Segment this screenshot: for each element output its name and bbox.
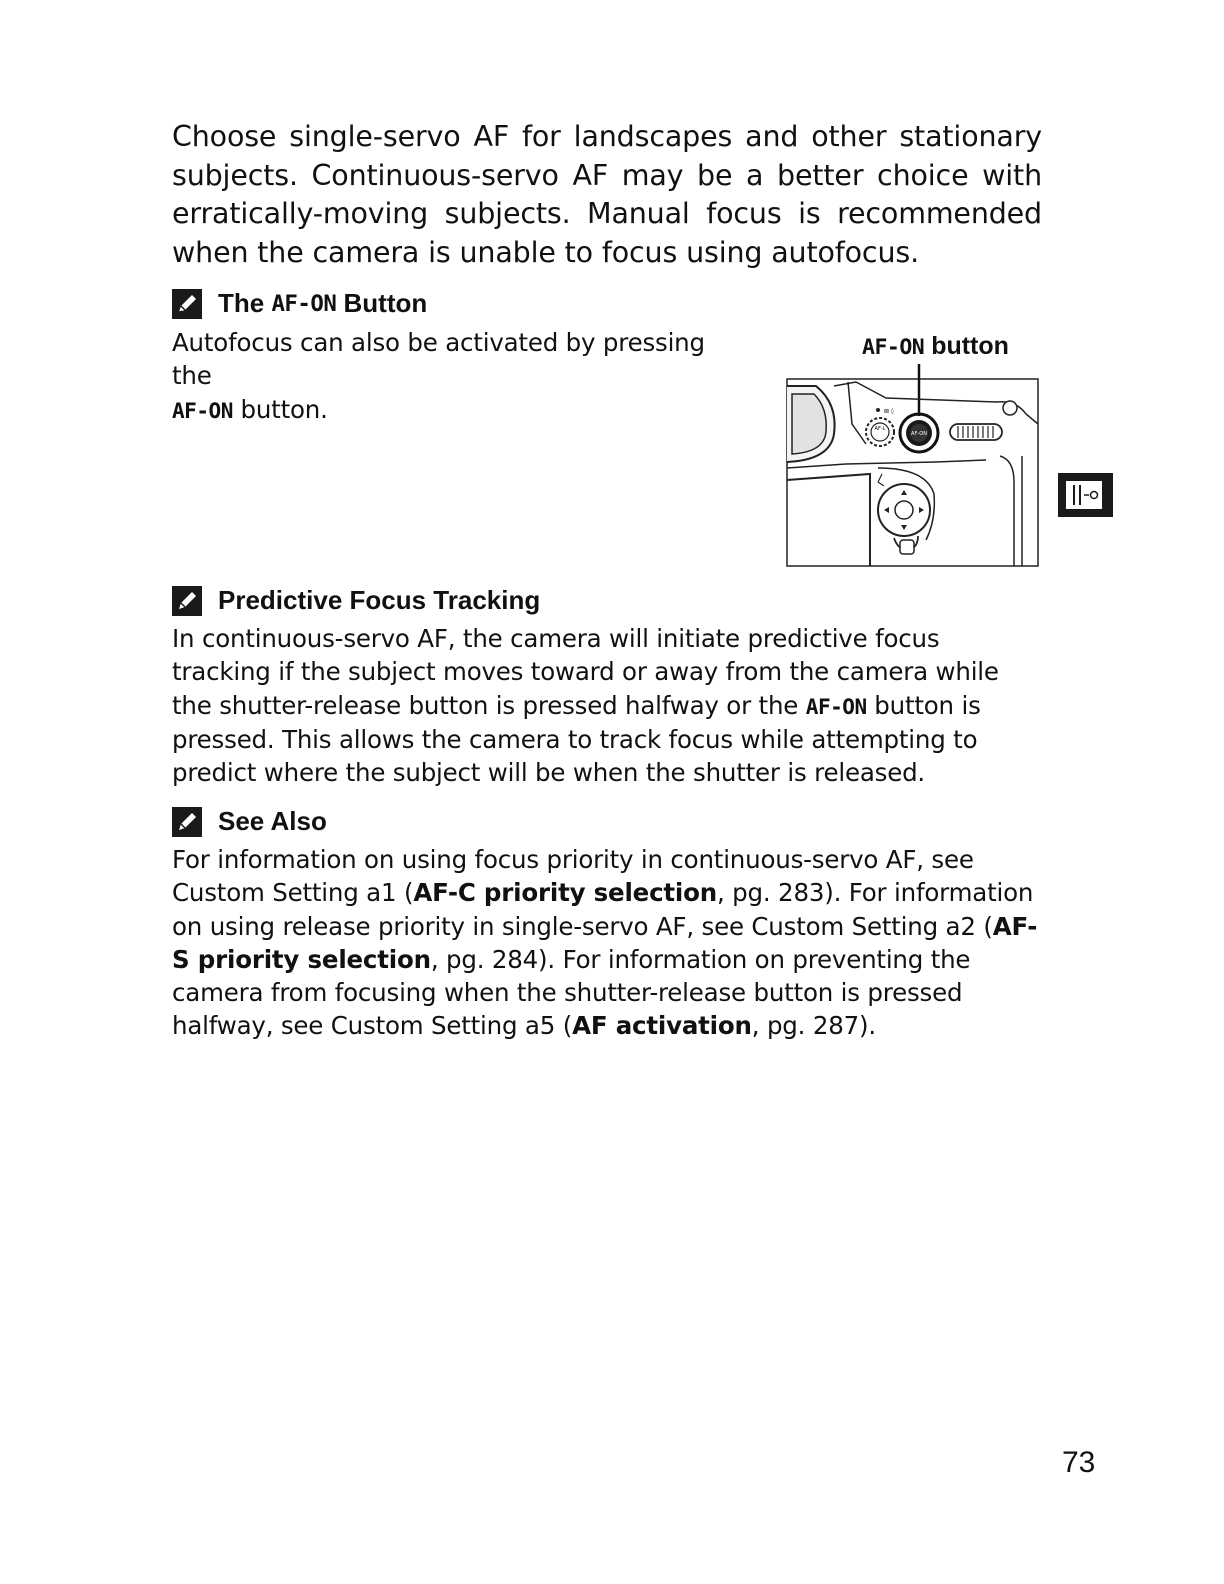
- note-heading-see-also: [172, 806, 327, 837]
- see-also-text: , pg. 283). For information on using release priority in single-servo AF, see Custom Setting a2 (: [172, 878, 1034, 941]
- figure-label-code: AF-ON: [862, 335, 925, 360]
- note-heading-predictive: [172, 585, 540, 616]
- note-title-prefix: The: [218, 288, 265, 318]
- see-also-text: For information on using focus priority in continuous-servo AF, see Custom Setting a1 (: [172, 845, 974, 908]
- pencil-note-icon: [172, 289, 202, 319]
- camera-back-illustration: [786, 364, 1040, 568]
- page-number: 73: [1062, 1446, 1096, 1479]
- see-also-text: , pg. 284). For information on preventing the camera from focusing when the shutter-release button is pressed halfway, see Custom Setting a5 (: [172, 944, 971, 1041]
- af-on-note-body: [172, 326, 752, 427]
- pencil-note-icon: [172, 807, 202, 837]
- intro-paragraph: Choose single-servo AF for landscapes and other stationary subjects. Continuous-servo AF may be a better choice with erratically-moving subjects. Manual focus is recommended when the camera is unable to focus using autofocus.: [172, 120, 1042, 269]
- note-title: Predictive Focus Tracking: [218, 585, 541, 615]
- predictive-body-end: button is pressed. This allows the camera to track focus while attempting to predict where the subject will be when the shutter is released.: [172, 690, 981, 788]
- af-on-body-start: Autofocus can also be activated by pressing the: [172, 328, 705, 391]
- pencil-note-icon: [172, 586, 202, 616]
- predictive-body-start: In continuous-servo AF, the camera will initiate predictive focus tracking if the subject moves toward or away from the camera while the shutter-release button is pressed halfway or the: [172, 624, 999, 720]
- cross-reference-a2: AF-S priority selection: [172, 911, 1038, 974]
- figure-label-text: button: [931, 332, 1009, 360]
- af-on-code-label: AF-ON: [271, 290, 337, 317]
- predictive-note-body: [172, 622, 1042, 789]
- see-also-text: , pg. 287).: [751, 1011, 876, 1041]
- cross-reference-a1: AF-C priority selection: [413, 878, 717, 908]
- af-on-body-end: button.: [240, 394, 328, 424]
- note-title: See Also: [218, 806, 327, 836]
- af-l-small-label: AF-L: [874, 426, 886, 432]
- cross-reference-a5: AF activation: [572, 1011, 752, 1041]
- af-on-small-label: AF-ON: [911, 431, 927, 437]
- note-title-suffix: Button: [343, 288, 428, 318]
- af-section-tab-icon: [1058, 473, 1113, 517]
- svg-text:⊠ ◊: ⊠ ◊: [884, 408, 894, 415]
- see-also-note-body: [172, 843, 1042, 1043]
- figure-label: [862, 332, 1009, 361]
- note-heading-af-on: [172, 288, 427, 319]
- af-on-body-code: AF-ON: [172, 397, 233, 423]
- predictive-body-code: AF-ON: [805, 693, 867, 719]
